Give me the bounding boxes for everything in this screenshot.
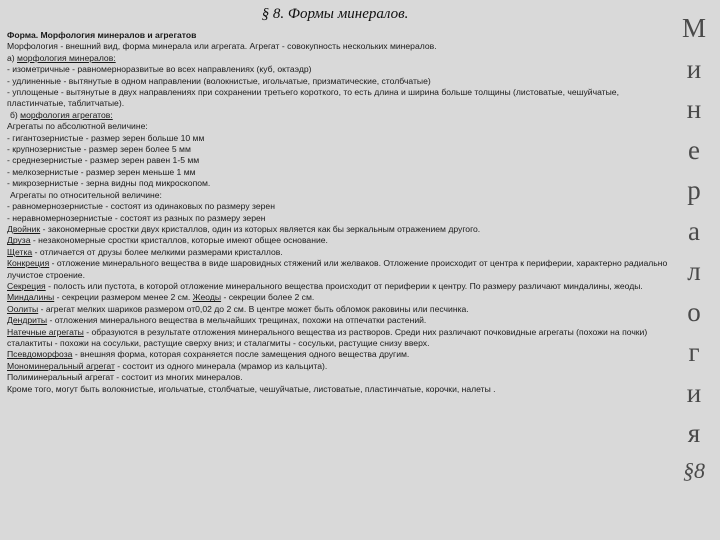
side-letter: р <box>687 175 701 205</box>
def-dendrites <box>7 315 669 326</box>
side-letter: я <box>687 418 701 448</box>
side-letter: и <box>686 377 702 408</box>
item-micro-grained: - микрозернистые - зерна видны под микроскопом. <box>7 178 211 189</box>
side-vertical-title <box>668 8 720 486</box>
text-druse: - незакономерные сростки кристаллов, которые имеют общее основание. <box>30 235 328 246</box>
def-pseudomorph <box>7 349 669 360</box>
def-oolites <box>7 304 669 315</box>
heading-form: Форма. Морфология минералов и агрегатов <box>7 30 197 40</box>
text-dripstone: - образуются в результате отложения минерального вещества из растворов. Среди них различают почковидные агрегаты (похожи на почки) сталактиты - похожи на сосульки, растущие сверху вниз; и сталагмиты - сосульки, растущие снизу вверх. <box>7 326 648 348</box>
term-secretion: Секреция <box>7 280 46 291</box>
term-brush: Щетка <box>7 246 33 257</box>
def-monomineral <box>7 361 669 372</box>
text-pseudomorph: - внешняя форма, которая сохраняется после замещения одного вещества другим. <box>72 349 410 360</box>
subheading-relative: Агрегаты по относительной величине: <box>10 189 162 200</box>
text-monomineral: - состоит из одного минерала (мрамор из кальцита). <box>114 360 328 371</box>
item-coarse-grained: - крупнозернистые - размер зерен более 5 мм <box>7 144 191 155</box>
term-dendrites: Дендриты <box>7 315 48 326</box>
item-flattened: - уплощеные - вытянутые в двух направлениях при сохранении третьего короткого, то есть длина и ширина больше толщины (листоватые, чешуйчатые, пластинчатые, таблитчатые). <box>7 87 619 109</box>
item-uniform: - равномернозернистые - состоят из одинаковых по размеру зерен <box>7 201 275 212</box>
side-letter: о <box>687 296 701 327</box>
text-concretion: - отложение минерального вещества в виде шаровидных стяжений или желваков. Отложение происходит от центра к периферии, характерно радиально лучистое строение. <box>7 258 668 280</box>
side-letter: и <box>686 53 702 84</box>
def-concretion <box>7 258 669 281</box>
def-druse <box>7 235 669 246</box>
term-monomineral: Мономинеральный агрегат <box>7 360 115 371</box>
term-oolites: Оолиты <box>7 303 39 314</box>
side-letter: е <box>688 134 700 165</box>
item-medium-grained: - среднезернистые - размер зерен равен 1-5 мм <box>7 155 200 166</box>
item-elongated: - удлиненные - вытянутые в одном направлении (волокнистые, игольчатые, призматические, столбчатые) <box>7 75 431 86</box>
side-letter: М <box>681 13 706 43</box>
closing-note: Кроме того, могут быть волокнистые, игольчатые, столбчатые, чешуйчатые, листоватые, пластинчатые, корочки, налеты . <box>7 383 496 394</box>
term-druse: Друза <box>7 235 31 246</box>
term-aggregate-morphology: морфология агрегатов: <box>20 109 113 120</box>
section-number: §8 <box>683 457 705 483</box>
item-fine-grained: - мелкозернистые - размер зерен меньше 1 мм <box>7 166 196 177</box>
def-dripstone <box>7 327 669 350</box>
side-letter: л <box>687 256 701 286</box>
text-amygdales: - секреции размером менее 2 см. <box>54 292 193 303</box>
page-title: § 8. Формы минералов. <box>261 6 409 22</box>
text-brush: - отличается от друзы более мелкими размерами кристаллов. <box>32 246 283 257</box>
para-b <box>7 110 669 121</box>
subheading-absolute: Агрегаты по абсолютной величине: <box>7 121 148 132</box>
def-secretion <box>7 281 669 292</box>
item-nonuniform: - неравномернозернистые - состоят из разных по размеру зерен <box>7 212 266 223</box>
label-a: а) <box>7 52 18 63</box>
term-geodes: Жеоды <box>192 292 222 303</box>
side-letter: а <box>688 215 700 246</box>
item-isometric: - изометричные - равномерноразвитые во всех направлениях (куб, октаэдр) <box>7 64 312 75</box>
term-dripstone: Натечные агрегаты <box>7 326 84 337</box>
label-b: б) <box>10 109 21 120</box>
term-amygdales: Миндалины <box>7 292 55 303</box>
term-concretion: Конкреция <box>7 258 50 269</box>
document-body <box>7 30 669 395</box>
term-mineral-morphology: морфология минералов: <box>17 52 116 63</box>
text-twin: - закономерные сростки двух кристаллов, один из которых является как бы зеркальным отражением другого. <box>40 223 481 234</box>
term-twin: Двойник <box>7 223 41 234</box>
text-secretion: - полость или пустота, в которой отложение минерального вещества происходит от периферии к центру. По размеру различают миндалины, жеоды. <box>45 280 643 291</box>
def-polymineral: Полиминеральный агрегат - состоит из многих минералов. <box>7 372 243 383</box>
side-letter: н <box>686 94 702 124</box>
para-a <box>7 53 669 64</box>
text-dendrites: - отложения минерального вещества в мельчайших трещинах, похожи на отпечатки растений. <box>47 315 427 326</box>
def-twin <box>7 224 669 235</box>
item-giant-grained: - гигантозернистые - размер зерен больше 10 мм <box>7 132 205 143</box>
term-pseudomorph: Псевдоморфоза <box>7 349 73 360</box>
side-letter: г <box>688 337 700 367</box>
def-amygdales <box>7 292 669 303</box>
def-brush <box>7 247 669 258</box>
text-oolites: - агрегат мелких шариков размером от0,02 до 2 см. В центре может быть обломок раковины или песчинка. <box>38 303 469 314</box>
text-geodes: - секреции более 2 см. <box>221 292 315 303</box>
para-morphology: Морфология - внешний вид, форма минерала или агрегата. Агрегат - совокупность нескольких минералов. <box>7 41 437 52</box>
